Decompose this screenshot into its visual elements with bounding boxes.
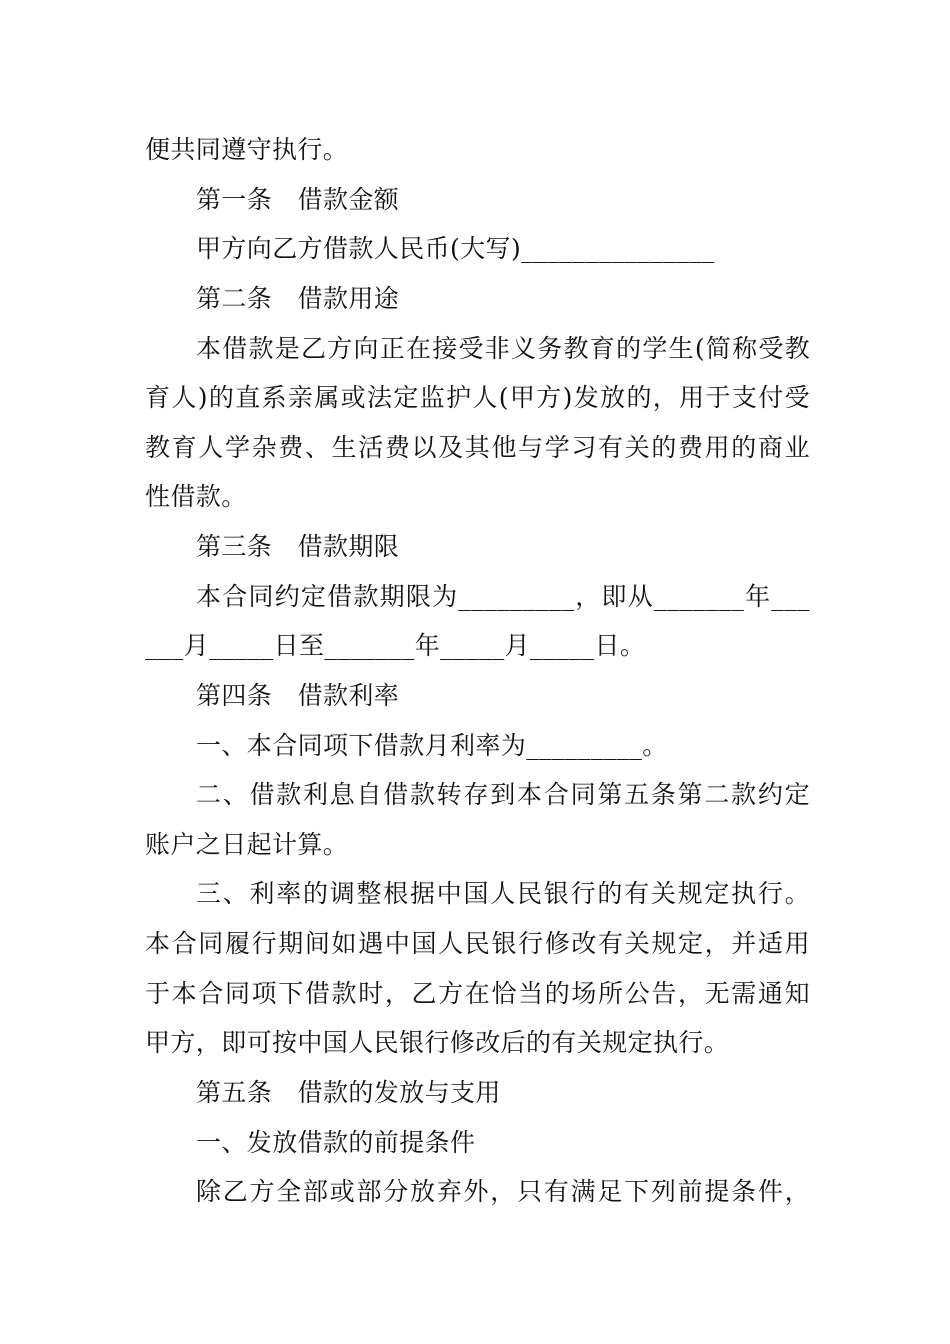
text-line: ___月_____日至_______年_____月_____日。 bbox=[145, 631, 646, 660]
text-line: 本借款是乙方向正在接受非义务教育的学生(简称受教 bbox=[196, 334, 810, 363]
text-line: 一、本合同项下借款月利率为_________。 bbox=[196, 731, 668, 760]
text-line: 二、借款利息自借款转存到本合同第五条第二款约定 bbox=[196, 780, 810, 809]
text-line: 账户之日起计算。 bbox=[145, 830, 349, 859]
text-line: 甲方，即可按中国人民银行修改后的有关规定执行。 bbox=[145, 1028, 730, 1057]
text-line: 本合同约定借款期限为_________，即从_______年___ bbox=[196, 582, 810, 611]
text-line: 于本合同项下借款时，乙方在恰当的场所公告，无需通知 bbox=[145, 979, 810, 1008]
article-heading: 第二条 借款用途 bbox=[196, 284, 400, 313]
text-line: 育人)的直系亲属或法定监护人(甲方)发放的，用于支付受 bbox=[145, 383, 810, 412]
text-line: 本合同履行期间如遇中国人民银行修改有关规定，并适用 bbox=[145, 929, 810, 958]
text-line: 便共同遵守执行。 bbox=[145, 135, 349, 164]
section-heading: 一、发放借款的前提条件 bbox=[196, 1128, 476, 1157]
article-heading: 第五条 借款的发放与支用 bbox=[196, 1078, 501, 1107]
article-heading: 第三条 借款期限 bbox=[196, 532, 400, 561]
text-line: 性借款。 bbox=[145, 482, 247, 511]
text-line: 甲方向乙方借款人民币(大写)_______________ bbox=[196, 234, 715, 263]
text-line: 除乙方全部或部分放弃外，只有满足下列前提条件， bbox=[196, 1177, 810, 1206]
article-heading: 第一条 借款金额 bbox=[196, 185, 400, 214]
text-line: 三、利率的调整根据中国人民银行的有关规定执行。 bbox=[196, 879, 810, 908]
text-line: 教育人学杂费、生活费以及其他与学习有关的费用的商业 bbox=[145, 433, 810, 462]
article-heading: 第四条 借款利率 bbox=[196, 681, 400, 710]
